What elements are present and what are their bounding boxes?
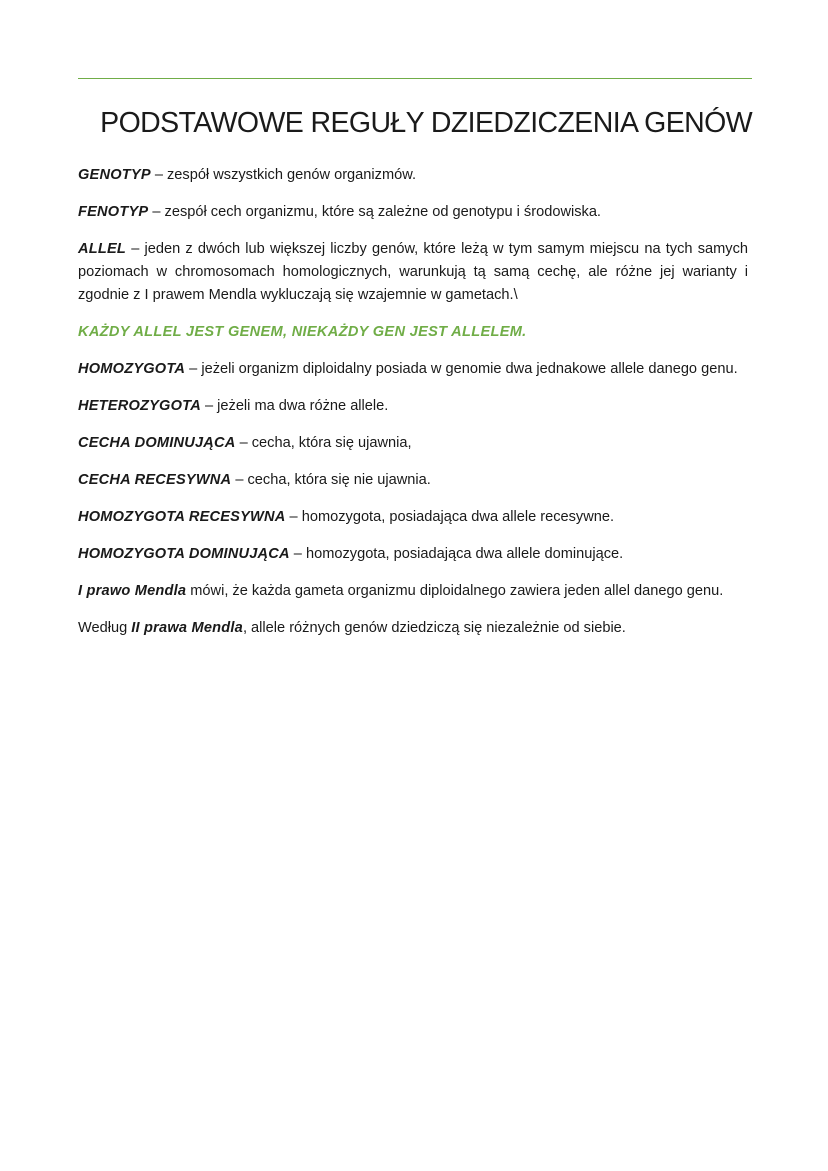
definition-fenotyp (78, 201, 748, 224)
second-mendel-law-prefix: Według (78, 620, 132, 636)
definition-text-genotyp: – zespół wszystkich genów organizmów. (150, 167, 417, 183)
term-homozygota-dominujaca: HOMOZYGOTA DOMINUJĄCA (78, 546, 290, 562)
title-divider (78, 78, 752, 79)
highlight-statement (78, 321, 748, 344)
term-homozygota-recesywna: HOMOZYGOTA RECESYWNA (78, 509, 286, 525)
first-mendel-law (78, 580, 748, 603)
term-fenotyp: FENOTYP (78, 204, 149, 220)
definition-text-homozygota-recesywna: – homozygota, posiadająca dwa allele recesywne. (285, 509, 615, 525)
term-cecha-recesywna: CECHA RECESYWNA (78, 472, 232, 488)
term-genotyp: GENOTYP (78, 167, 151, 183)
definition-text-cecha-recesywna: – cecha, która się nie ujawnia. (231, 472, 431, 488)
term-allel: ALLEL (78, 241, 127, 257)
definition-text-allel: – jeden z dwóch lub większej liczby genów, które leżą w tym samym miejscu na tych samych poziomach w chromosomach homologicznych, warunkują tą samą cechę, ale różne jej warianty i zgodnie z I prawem Mendla wykluczają się wzajemnie w gametach.\ (78, 241, 748, 303)
definition-text-homozygota: – jeżeli organizm diploidalny posiada w genomie dwa jednakowe allele danego genu. (185, 361, 738, 377)
definition-allel (78, 238, 748, 307)
second-mendel-law (78, 617, 748, 640)
document-body (78, 164, 748, 654)
term-second-mendel-law: II prawa Mendla (131, 620, 243, 636)
definition-homozygota-recesywna (78, 506, 748, 529)
definition-text-heterozygota: – jeżeli ma dwa różne allele. (200, 398, 389, 414)
definition-text-fenotyp: – zespół cech organizmu, które są zależne od genotypu i środowiska. (148, 204, 601, 220)
first-mendel-law-text: mówi, że każda gameta organizmu diploidalnego zawiera jeden allel danego genu. (186, 583, 724, 599)
term-homozygota: HOMOZYGOTA (78, 361, 186, 377)
page-title: PODSTAWOWE REGUŁY DZIEDZICZENIA GENÓW (100, 107, 752, 140)
term-first-mendel-law: I prawo Mendla (78, 583, 187, 599)
definition-text-cecha-dominujaca: – cecha, która się ujawnia, (235, 435, 412, 451)
second-mendel-law-text: , allele różnych genów dziedziczą się niezależnie od siebie. (242, 620, 626, 636)
definition-homozygota-dominujaca (78, 543, 748, 566)
definition-text-homozygota-dominujaca: – homozygota, posiadająca dwa allele dominujące. (289, 546, 624, 562)
definition-heterozygota (78, 395, 748, 418)
term-cecha-dominujaca: CECHA DOMINUJĄCA (78, 435, 236, 451)
term-heterozygota: HETEROZYGOTA (78, 398, 201, 414)
definition-genotyp (78, 164, 748, 187)
definition-cecha-recesywna (78, 469, 748, 492)
definition-cecha-dominujaca (78, 432, 748, 455)
definition-homozygota (78, 358, 748, 381)
highlight-text: KAŻDY ALLEL JEST GENEM, NIEKAŻDY GEN JEST ALLELEM. (78, 324, 527, 340)
